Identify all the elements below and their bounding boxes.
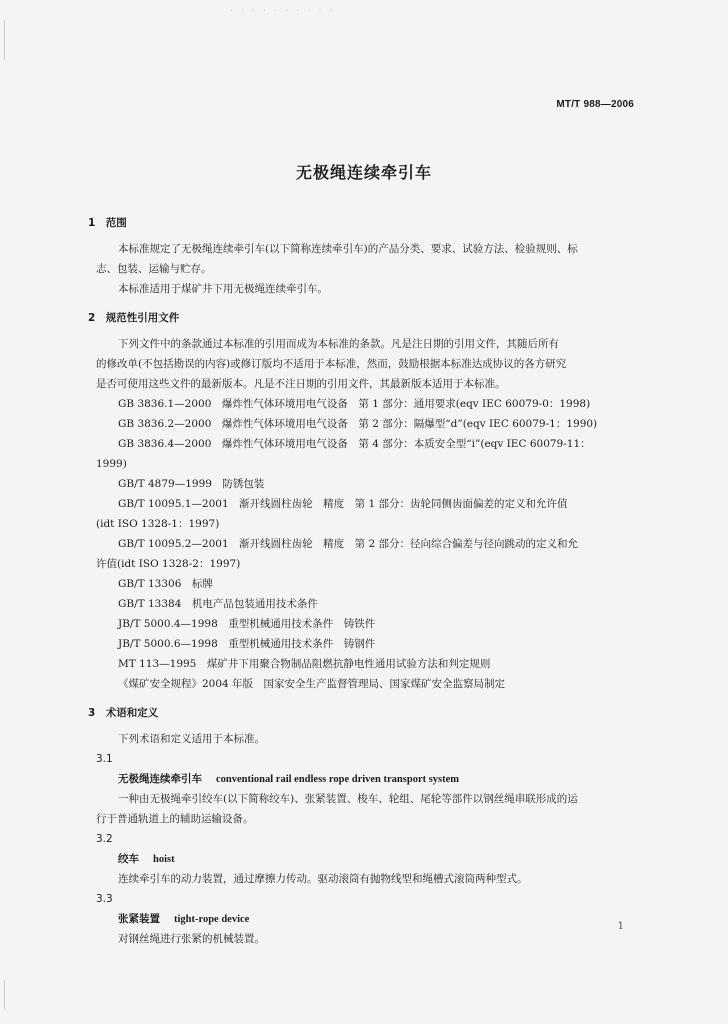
scan-edge-mark xyxy=(4,980,5,1010)
reference-item: GB 3836.2—2000 爆炸性气体环境用电气设备 第 2 部分：隔爆型“d”(eqv IEC 60079-1：1990) xyxy=(118,418,598,430)
section-heading-3: 3 术语和定义 xyxy=(88,707,159,719)
term-heading xyxy=(118,772,459,787)
term-en: tight-rope device xyxy=(174,914,250,925)
section-heading-1: 1 范围 xyxy=(88,217,127,229)
term-heading xyxy=(118,912,249,927)
scan-edge-mark xyxy=(4,20,5,60)
term-definition: 对钢丝绳进行张紧的机械装置。 xyxy=(118,933,265,945)
section-heading-2: 2 规范性引用文件 xyxy=(88,312,180,324)
scan-noise: · · · · · · · · · · xyxy=(230,6,336,15)
reference-item: GB 3836.1—2000 爆炸性气体环境用电气设备 第 1 部分：通用要求(eqv IEC 60079-0：1998) xyxy=(118,398,591,410)
reference-item: (idt ISO 1328-1：1997) xyxy=(96,518,220,530)
term-definition: 连续牵引车的动力装置，通过摩擦力传动。驱动滚筒有抛物线型和绳槽式滚筒两种型式。 xyxy=(118,873,528,885)
term-heading xyxy=(118,852,175,867)
term-en: conventional rail endless rope driven transport system xyxy=(216,774,460,785)
term-cn: 绞车 xyxy=(118,853,139,865)
term-definition: 行于普通轨道上的辅助运输设备。 xyxy=(96,813,254,825)
paragraph-line: 本标准规定了无极绳连续牵引车(以下简称连续牵引车)的产品分类、要求、试验方法、检验规则、标 xyxy=(118,243,578,255)
reference-item: JB/T 5000.4—1998 重型机械通用技术条件 铸铁件 xyxy=(118,618,376,630)
paragraph-line: 下列文件中的条款通过本标准的引用而成为本标准的条款。凡是注日期的引用文件，其随后所有 xyxy=(118,338,559,350)
reference-item: JB/T 5000.6—1998 重型机械通用技术条件 铸钢件 xyxy=(118,638,376,650)
reference-item: 《煤矿安全规程》2004 年版 国家安全生产监督管理局、国家煤矿安全监察局制定 xyxy=(118,678,506,690)
paragraph-line: 本标准适用于煤矿井下用无极绳连续牵引车。 xyxy=(118,283,328,295)
paragraph-line: 的修改单(不包括勘误的内容)或修订版均不适用于本标准，然而，鼓励根据本标准达成协议的各方研究 xyxy=(96,358,567,370)
clause-number: 3.2 xyxy=(96,833,113,845)
term-cn: 张紧装置 xyxy=(118,913,160,925)
term-definition: 一种由无极绳牵引绞车(以下简称绞车)、张紧装置、梭车、轮组、尾轮等部件以钢丝绳串联形成的运 xyxy=(118,793,578,805)
page-number: 1 xyxy=(617,921,624,932)
term-en: hoist xyxy=(153,854,175,865)
reference-item: GB/T 10095.2—2001 渐开线圆柱齿轮 精度 第 2 部分：径向综合偏差与径向跳动的定义和允 xyxy=(118,538,578,550)
reference-item: GB/T 4879—1999 防锈包装 xyxy=(118,478,265,490)
term-cn: 无极绳连续牵引车 xyxy=(118,773,202,785)
reference-item: 许值(idt ISO 1328-2：1997) xyxy=(96,558,241,570)
standard-code: MT/T 988—2006 xyxy=(556,99,634,110)
clause-number: 3.1 xyxy=(96,753,113,765)
clause-number: 3.3 xyxy=(96,893,113,905)
reference-item: GB/T 13384 机电产品包装通用技术条件 xyxy=(118,598,318,610)
paragraph-line: 是否可使用这些文件的最新版本。凡是不注日期的引用文件，其最新版本适用于本标准。 xyxy=(96,378,506,390)
paragraph-line: 志、包装、运输与贮存。 xyxy=(96,263,212,275)
reference-item: GB 3836.4—2000 爆炸性气体环境用电气设备 第 4 部分：本质安全型“i”(eqv IEC 60079-11： xyxy=(118,438,591,450)
paragraph-line: 下列术语和定义适用于本标准。 xyxy=(118,733,265,745)
reference-item: MT 113—1995 煤矿井下用聚合物制品阻燃抗静电性通用试验方法和判定规则 xyxy=(118,658,491,670)
reference-item: 1999) xyxy=(96,458,127,470)
page-title: 无极绳连续牵引车 xyxy=(295,163,432,182)
reference-item: GB/T 10095.1—2001 渐开线圆柱齿轮 精度 第 1 部分：齿轮同侧齿面偏差的定义和允许值 xyxy=(118,498,568,510)
reference-item: GB/T 13306 标牌 xyxy=(118,578,213,590)
